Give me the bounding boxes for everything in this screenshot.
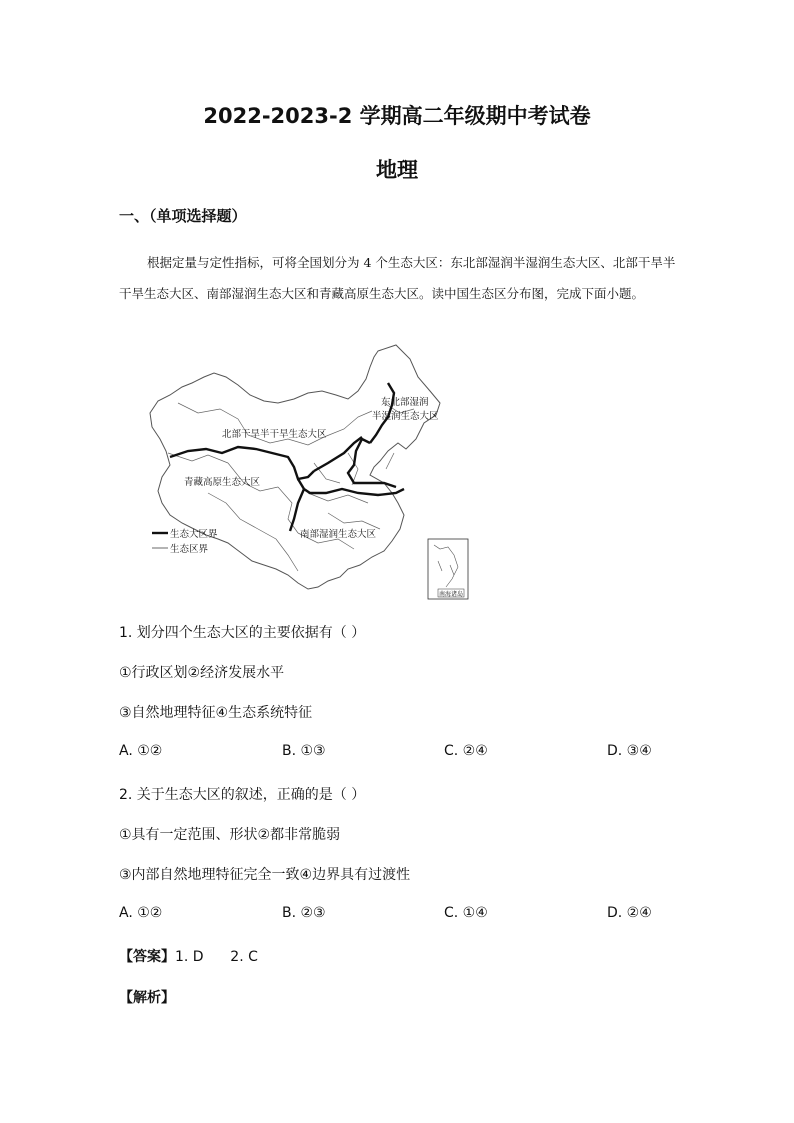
answer-line: [119, 946, 258, 966]
analysis-label: 【解析】: [119, 990, 175, 1006]
label-tibet-region: 青藏高原生态大区: [184, 477, 261, 488]
intro-paragraph: 根据定量与定性指标，可将全国划分为 4 个生态大区：东北部湿润半湿润生态大区、北部干旱半干旱生态大区、南部湿润生态大区和青藏高原生态大区。读中国生态区分布图，完成下面小题。: [119, 255, 676, 301]
question-1-option-c[interactable]: C. ②④: [444, 743, 488, 759]
label-north-region: 北部干旱半干旱生态大区: [222, 429, 327, 440]
answer-label: 【答案】: [119, 949, 175, 965]
legend-minor-label: 生态区界: [170, 544, 209, 555]
answer-text: 1. D 2. C: [175, 949, 258, 965]
question-2-line-2: ③内部自然地理特征完全一致④边界具有过渡性: [119, 867, 411, 883]
legend-major-label: 生态大区界: [170, 529, 218, 540]
question-2-option-a[interactable]: A. ①②: [119, 905, 163, 921]
china-eco-region-map: [148, 343, 478, 605]
question-1-option-a[interactable]: A. ①②: [119, 743, 163, 759]
major-boundaries: [170, 383, 404, 531]
exam-title: 2022-2023-2 学期高二年级期中考试卷: [203, 104, 591, 128]
question-1-option-b[interactable]: B. ①③: [282, 743, 326, 759]
question-1-line-2: ③自然地理特征④生态系统特征: [119, 705, 313, 721]
section-heading: 一、（单项选择题）: [119, 207, 247, 225]
label-northeast-1: 东北部湿润: [381, 397, 429, 408]
label-northeast-2: 半湿润生态大区: [372, 411, 439, 422]
inset-label: 南海诸岛: [439, 591, 464, 598]
question-2-option-b[interactable]: B. ②③: [282, 905, 326, 921]
subject-title: 地理: [376, 158, 418, 182]
question-1-option-d[interactable]: D. ③④: [607, 743, 652, 759]
question-2-stem: 2. 关于生态大区的叙述，正确的是（ ）: [119, 787, 366, 803]
question-2-line-1: ①具有一定范围、形状②都非常脆弱: [119, 827, 341, 843]
question-2-option-c[interactable]: C. ①④: [444, 905, 488, 921]
question-1-stem: 1. 划分四个生态大区的主要依据有（ ）: [119, 625, 366, 641]
question-2-option-d[interactable]: D. ②④: [607, 905, 652, 921]
question-1-line-1: ①行政区划②经济发展水平: [119, 665, 285, 681]
label-south-region: 南部湿润生态大区: [300, 529, 377, 540]
